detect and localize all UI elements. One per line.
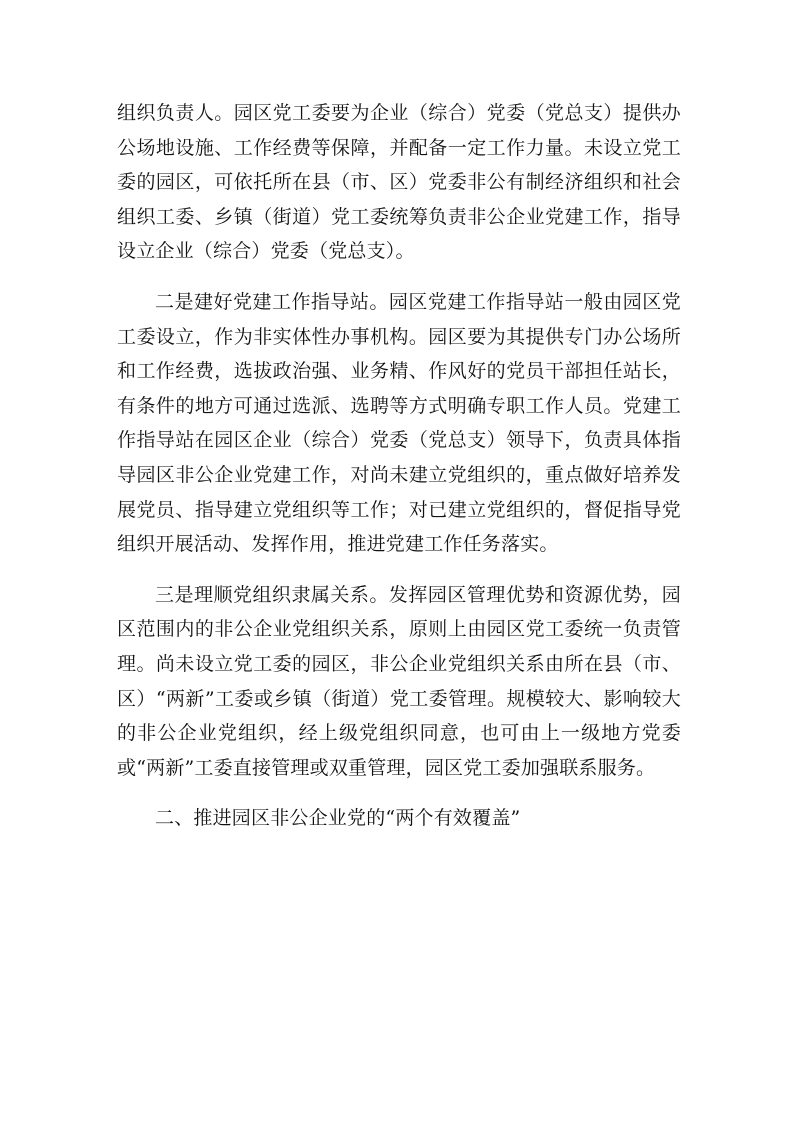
paragraph-affiliation: 三是理顺党组织隶属关系。发挥园区管理优势和资源优势，园区范围内的非公企业党组织关系，原则上由园区党工委统一负责管理。尚未设立党工委的园区，非公企业党组织关系由所在县（市、区）“两新”工委或乡镇（街道）党工委管理。规模较大、影响较大的非公企业党组织，经上级党组织同意，也可由上一级地方党委或“两新”工委直接管理或双重管理，园区党工委加强联系服务。: [117, 583, 681, 779]
document-page: [117, 96, 681, 836]
paragraph-guidance-station: 二是建好党建工作指导站。园区党建工作指导站一般由园区党工委设立，作为非实体性办事机构。园区要为其提供专门办公场所和工作经费，选拔政治强、业务精、作风好的党员干部担任站长，有条件的地方可通过选派、选聘等方式明确专职工作人员。党建工作指导站在园区企业（综合）党委（党总支）领导下，负责具体指导园区非公企业党建工作，对尚未建立党组织的，重点做好培养发展党员、指导建立党组织等工作；对已建立党组织的，督促指导党组织开展活动、发挥作用，推进党建工作任务落实。: [117, 290, 681, 556]
section-heading: 二、推进园区非公企业党的“两个有效覆盖”: [155, 807, 521, 830]
paragraph-continuation: 组织负责人。园区党工委要为企业（综合）党委（党总支）提供办公场地设施、工作经费等保障，并配备一定工作力量。未设立党工委的园区，可依托所在县（市、区）党委非公有制经济组织和社会组织工委、乡镇（街道）党工委统筹负责非公企业党建工作，指导设立企业（综合）党委（党总支）。: [117, 102, 681, 263]
